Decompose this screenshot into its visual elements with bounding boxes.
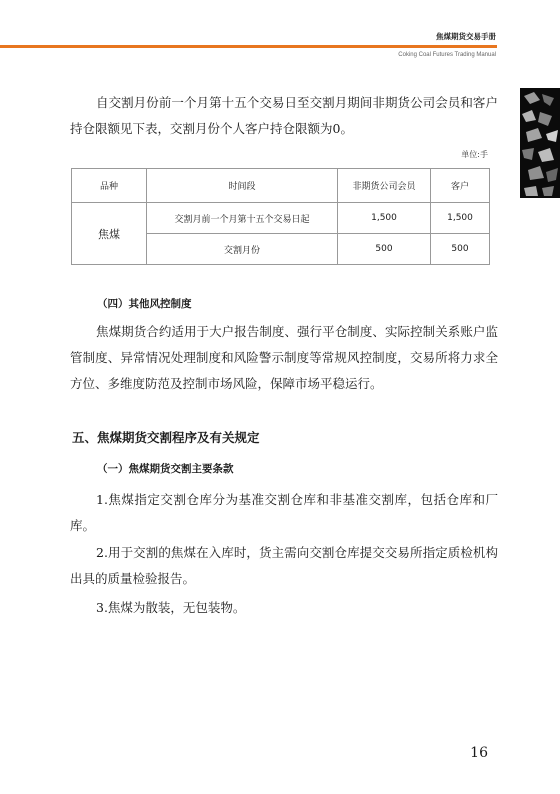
coal-photo-strip: [520, 88, 560, 198]
table-row: [72, 203, 490, 234]
table-header-cell: 客户: [431, 169, 490, 203]
section-5-1-heading: （一）焦煤期货交割主要条款: [97, 463, 234, 475]
member-cell: 500: [338, 234, 431, 265]
clause-item: 3.焦煤为散装，无包装物。: [96, 600, 246, 615]
table-header-cell: 时间段: [147, 169, 338, 203]
page-number: 16: [470, 745, 488, 761]
table-header-row: [72, 169, 490, 203]
section-5-heading: 五、焦煤期货交割程序及有关规定: [72, 430, 260, 445]
intro-paragraph: 自交割月份前一个月第十五个交易日至交割月期间非期货公司会员和客户持仓限额见下表，交割月份个人客户持仓限额为0。: [70, 95, 498, 136]
client-cell: 500: [431, 234, 490, 265]
table-unit: 单位:手: [461, 150, 488, 159]
product-cell: 焦煤: [72, 203, 147, 265]
period-cell: 交割月份: [147, 234, 338, 265]
position-limit-table: [71, 168, 490, 265]
member-cell: 1,500: [338, 203, 431, 234]
clause-item: 2.用于交割的焦煤在入库时，货主需向交割仓库提交交易所指定质检机构出具的质量检验报告。: [70, 545, 498, 586]
client-cell: 1,500: [431, 203, 490, 234]
header-subtitle: Coking Coal Futures Trading Manual: [398, 52, 496, 58]
header-title: 焦煤期货交易手册: [436, 32, 496, 41]
section-4-body: 焦煤期货合约适用于大户报告制度、强行平仓制度、实际控制关系账户监管制度、异常情况处理制度和风险警示制度等常规风控制度，交易所将力求全方位、多维度防范及控制市场风险，保障市场平稳运行。: [70, 324, 498, 391]
table-header-cell: 非期货公司会员: [338, 169, 431, 203]
header-rule: [0, 45, 497, 48]
clause-item: 1.焦煤指定交割仓库分为基准交割仓库和非基准交割库，包括仓库和厂库。: [70, 492, 498, 533]
table-header-cell: 品种: [72, 169, 147, 203]
section-4-heading: （四）其他风控制度: [97, 298, 192, 310]
period-cell: 交割月前一个月第十五个交易日起: [147, 203, 338, 234]
